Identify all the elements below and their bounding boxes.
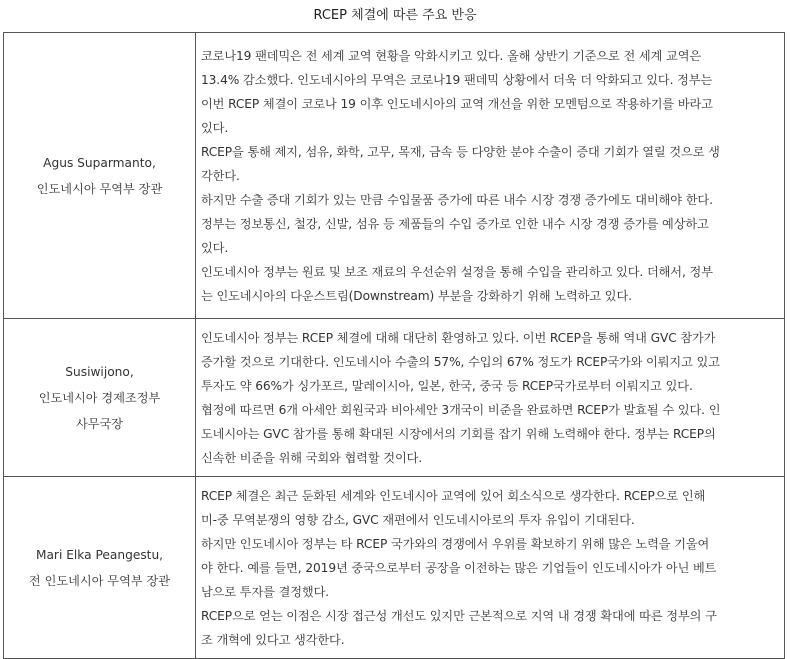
table-caption: RCEP 체결에 따른 주요 반응	[313, 8, 477, 23]
text-line: 이번 RCEP 체결이 코로나 19 이후 인도네시아의 교역 개선을 위한 모멘텀으로 작용하기를 바라고	[201, 96, 713, 111]
person-title: 전 인도네시아 무역부 장관	[28, 573, 171, 588]
text-line: 있다.	[201, 120, 229, 135]
text-line: 하지만 수출 증대 기회가 있는 만큼 수입물품 증가에 따른 내수 시장 경쟁 증가에도 대비해야 한다.	[201, 192, 713, 207]
text-line: 증가할 것으로 기대한다. 인도네시아 수출의 57%, 수입의 67% 정도가 RCEP국가와 이뤄지고 있고	[201, 354, 720, 369]
reaction-paragraph	[201, 532, 778, 604]
text-line: 있다.	[201, 240, 229, 255]
person-name: Mari Elka Peangestu,	[35, 547, 164, 562]
person-title: 사무국장	[75, 416, 124, 431]
text-line: RCEP을 통해 제지, 섬유, 화학, 고무, 목재, 금속 등 다양한 분야 수출이 증대 기회가 열릴 것으로 생	[201, 144, 720, 159]
text-line: 13.4% 감소했다. 인도네시아의 무역은 코로나19 팬데믹 상황에서 더욱 더 악화되고 있다. 정부는	[201, 72, 713, 87]
text-line: 조 개혁에 있다고 생각한다.	[201, 632, 345, 647]
text-line: 코로나19 팬데믹은 전 세계 교역 현황을 악화시키고 있다. 올해 상반기 기준으로 전 세계 교역은	[201, 48, 702, 63]
reaction-paragraph	[201, 260, 778, 308]
text-line: 신속한 비준을 위해 국회와 협력할 것이다.	[201, 450, 423, 465]
reaction-paragraph	[201, 188, 778, 212]
text-line: 야 한다. 예를 들면, 2019년 중국으로부터 공장을 이전하는 많은 기업들이 인도네시아가 아닌 베트	[201, 560, 717, 575]
person-cell	[4, 33, 196, 319]
reaction-paragraph	[201, 44, 778, 140]
reaction-cell	[196, 33, 785, 319]
text-line: 투자도 약 66%가 싱가포르, 말레이시아, 일본, 한국, 중국 등 RCEP국가로부터 이뤄지고 있다.	[201, 378, 693, 393]
person-cell	[4, 319, 196, 477]
reaction-paragraph	[201, 140, 778, 188]
text-line: 는 인도네시아의 다운스트림(Downstream) 부분을 강화하기 위해 노력하고 있다.	[201, 288, 632, 303]
reaction-cell	[196, 319, 785, 477]
person-name: Agus Suparmanto,	[43, 155, 156, 170]
reaction-paragraph	[201, 326, 778, 398]
text-line: 각한다.	[201, 168, 240, 183]
reaction-cell	[196, 477, 785, 659]
person-cell	[4, 477, 196, 659]
reactions-table	[3, 32, 785, 659]
person-title: 인도네시아 무역부 장관	[36, 181, 163, 196]
text-line: 인도네시아 정부는 원료 및 보조 재료의 우선순위 설정을 통해 수입을 관리하고 있다. 더해서, 정부	[201, 264, 713, 279]
reaction-paragraph	[201, 484, 778, 532]
text-line: 하지만 인도네시아 정부는 타 RCEP 국가와의 경쟁에서 우위를 확보하기 위해 많은 노력을 기울여	[201, 536, 710, 551]
person-name: Susiwijono,	[65, 364, 134, 379]
text-line: 정부는 정보통신, 철강, 신발, 섬유 등 제품들의 수입 증가로 인한 내수 시장 경쟁 증가를 예상하고	[201, 216, 709, 231]
reaction-paragraph	[201, 604, 778, 652]
table-row	[4, 33, 785, 319]
text-line: 남으로 투자를 결정했다.	[201, 584, 330, 599]
text-line: RCEP으로 얻는 이점은 시장 접근성 개선도 있지만 근본적으로 지역 내 경쟁 확대에 따른 정부의 구	[201, 608, 717, 623]
text-line: RCEP 체결은 최근 둔화된 세계와 인도네시아 교역에 있어 회소식으로 생각한다. RCEP으로 인해	[201, 488, 706, 503]
table-row	[4, 319, 785, 477]
person-title: 인도네시아 경제조정부	[38, 390, 161, 405]
text-line: 미-중 무역분쟁의 영향 감소, GVC 재편에서 인도네시아로의 투자 유입이 기대된다.	[201, 512, 635, 527]
text-line: 협정에 따르면 6개 아세안 회원국과 비아세안 3개국이 비준을 완료하면 RCEP가 발효될 수 있다. 인	[201, 402, 721, 417]
reaction-paragraph	[201, 398, 778, 470]
reaction-paragraph	[201, 212, 778, 260]
text-line: 인도네시아 정부는 RCEP 체결에 대해 대단히 환영하고 있다. 이번 RCEP을 통해 역내 GVC 참가가	[201, 330, 716, 345]
text-line: 도네시아는 GVC 참가를 통해 확대된 시장에서의 기회를 잡기 위해 노력해야 한다. 정부는 RCEP의	[201, 426, 716, 441]
table-row	[4, 477, 785, 659]
